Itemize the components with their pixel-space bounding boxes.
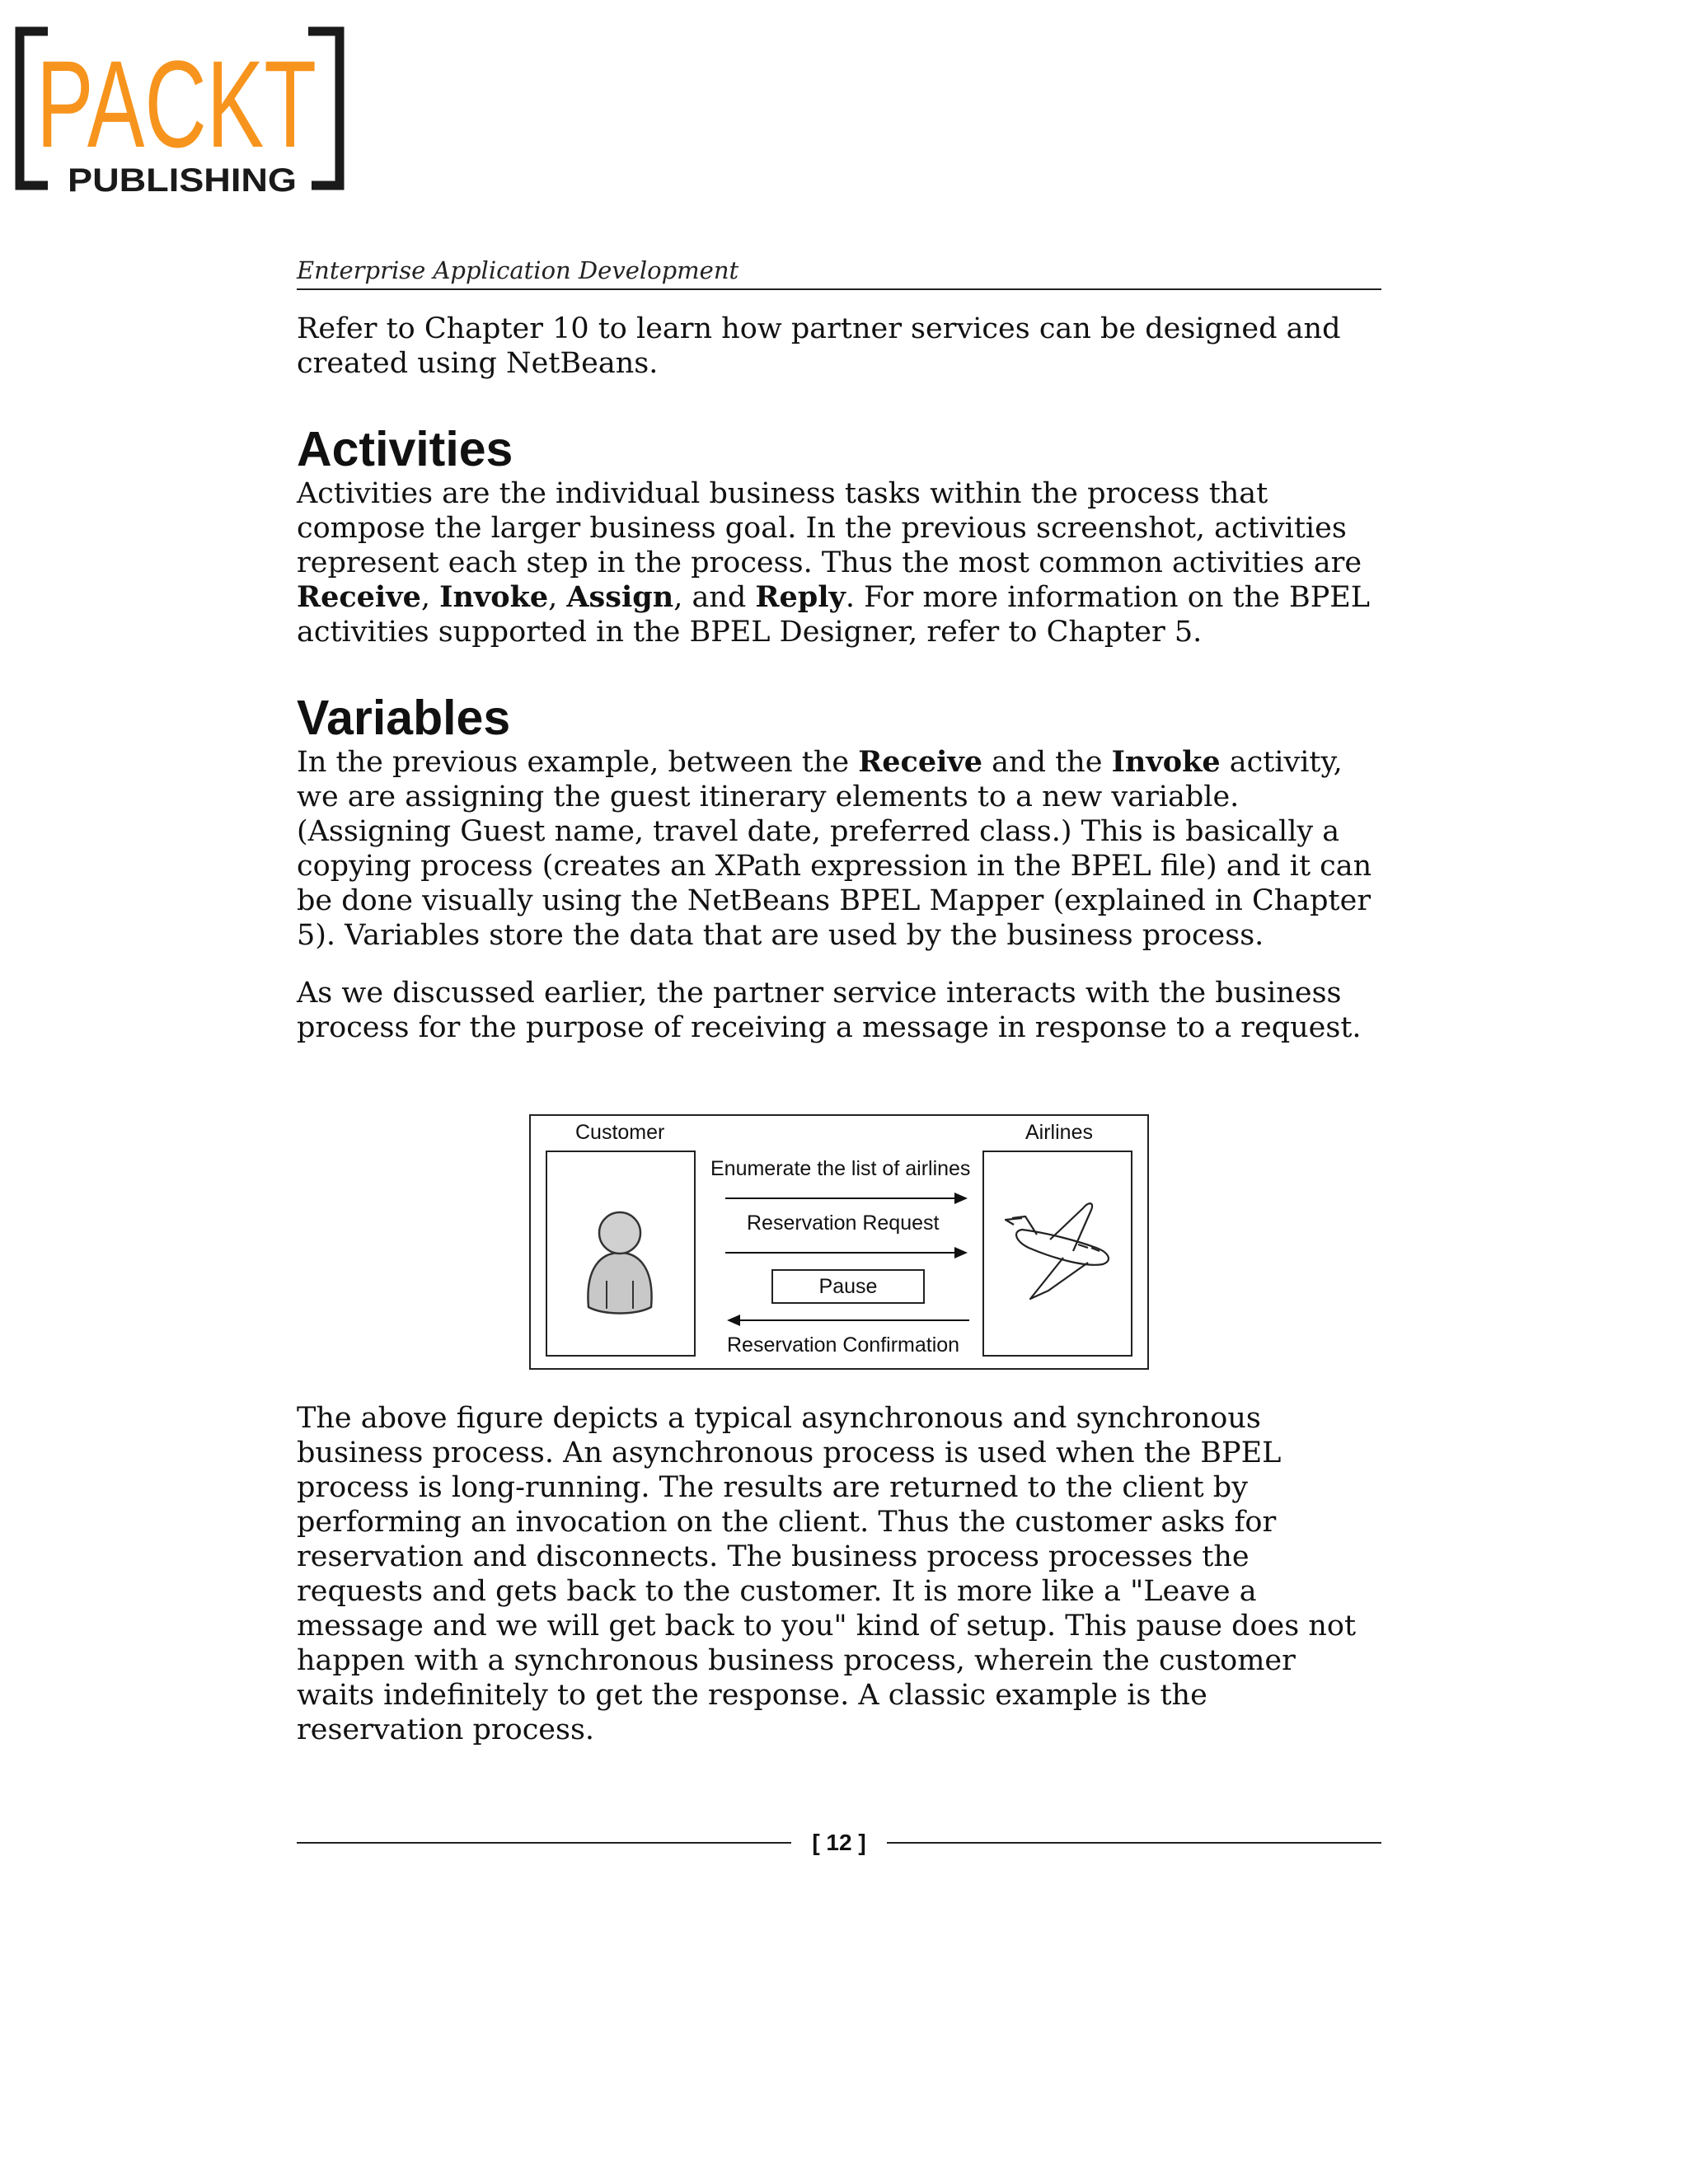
logo-top-text: PACKT (36, 35, 316, 173)
airlines-label: Airlines (1025, 1121, 1093, 1144)
async-process-figure (529, 1114, 1149, 1370)
message-reservation-confirmation: Reservation Confirmation (727, 1333, 960, 1357)
page-number: [ 12 ] (800, 1830, 877, 1855)
variables-paragraph: In the previous example, between the Receive and the Invoke activity, we are assigning the guest itinerary elements to a new variable. (Assigning Guest name, travel date, preferred class.) This is basically a copying process (creates an XPath expression in the BPEL file) and it can be done visually using the NetBeans BPEL Mapper (explained in Chapter 5). Variables store the data that are used by the business process. (297, 745, 1372, 952)
page-number-wrap (297, 1825, 1381, 1861)
message-reservation-request: Reservation Request (747, 1212, 940, 1235)
closing-paragraph: The above figure depicts a typical asynchronous and synchronous business process. An asynchronous process is used when the BPEL process is long-running. The results are returned to the client by performing an invocation on the client. Thus the customer asks for reservation and disconnects. The business process processes the requests and gets back to the customer. It is more like a "Leave a message and we will get back to you" kind of setup. This pause does not happen with a synchronous business process, wherein the customer waits indefinitely to get the response. A classic example is the reservation process. (297, 1402, 1357, 1746)
page-footer (297, 1825, 1381, 1861)
running-head: Enterprise Application Development (297, 255, 1381, 290)
figure-graphics (531, 1116, 1151, 1371)
airplane-icon (1006, 1203, 1109, 1299)
customer-label: Customer (575, 1121, 665, 1144)
variables-heading: Variables (297, 691, 511, 745)
logo-bottom-text: PUBLISHING (68, 162, 297, 199)
activities-heading: Activities (297, 422, 513, 476)
term-assign: Assign (566, 580, 674, 614)
pause-box: Pause (771, 1269, 925, 1304)
arrow-enumerate (725, 1193, 968, 1204)
term-receive-2: Receive (858, 745, 983, 779)
message-enumerate: Enumerate the list of airlines (710, 1157, 971, 1180)
arrow-reservation-confirmation (727, 1315, 969, 1326)
customer-person-icon (588, 1212, 651, 1314)
intro-paragraph: Refer to Chapter 10 to learn how partner services can be designed and created using NetBeans. (297, 312, 1341, 380)
page-content (297, 255, 1381, 1045)
activities-paragraph: Activities are the individual business tasks within the process that compose the larger business goal. In the previous screenshot, activities represent each step in the process. Thus the most common activities are Receive, Invoke, Assign, and Reply. For more information on the BPEL activities supported in the BPEL Designer, refer to Chapter 5. (297, 477, 1371, 649)
term-invoke-2: Invoke (1111, 745, 1221, 779)
arrow-reservation-request (725, 1247, 968, 1258)
closing-section (297, 1401, 1381, 1747)
variables-paragraph-2: As we discussed earlier, the partner service interacts with the business process for the purpose of receiving a message in response to a request. (297, 977, 1362, 1044)
term-reply: Reply (755, 580, 846, 614)
term-receive: Receive (297, 580, 421, 614)
logo-graphic (12, 25, 349, 198)
packt-publishing-logo (12, 25, 349, 198)
term-invoke: Invoke (439, 580, 549, 614)
